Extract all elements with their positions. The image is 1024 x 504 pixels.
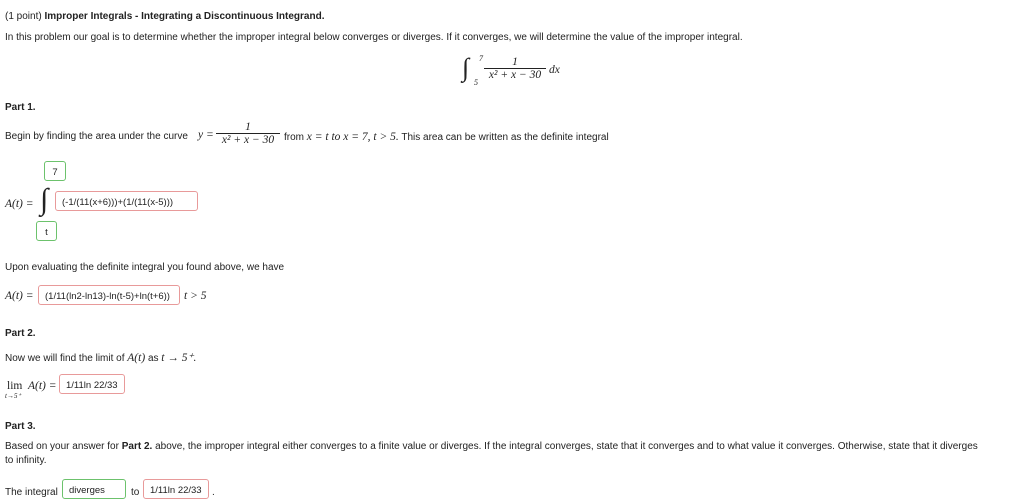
part2-A-of-t: A(t)	[127, 352, 146, 364]
final-value-input[interactable]: 1/11ln 22/33	[143, 479, 209, 499]
final-period: .	[212, 487, 215, 498]
to-word: to	[131, 487, 140, 498]
A-of-t-label: A(t) =	[5, 198, 34, 210]
part3-text-b: above, the improper integral either converges to a finite value or diverges. If the integral converges, state that it converges and to what value it converges. Otherwise, state that it diverges	[155, 441, 978, 452]
evaluating-text: Upon evaluating the definite integral you found above, we have	[5, 262, 285, 273]
problem-title: Improper Integrals - Integrating a Discontinuous Integrand.	[44, 11, 325, 22]
integral-upper-limit: 7	[479, 54, 483, 63]
main-fraction-numerator: 1	[512, 56, 518, 68]
main-fraction	[484, 56, 546, 81]
range-math: x = t to x = 7, t > 5.	[306, 131, 399, 143]
part2-text-start: Now we will find the limit of	[5, 353, 125, 364]
lim-expression: A(t) =	[28, 380, 57, 392]
result-condition: t > 5	[184, 290, 207, 302]
integral-sign: ∫	[40, 183, 49, 216]
converge-diverge-select[interactable]: diverges	[62, 479, 126, 499]
points-label: (1 point)	[5, 11, 42, 22]
integral-lower-limit: 5	[474, 78, 478, 87]
part2-heading: Part 2.	[5, 328, 36, 339]
integral-sign: ∫	[462, 53, 470, 82]
limit-input[interactable]: 1/11ln 22/33	[59, 374, 125, 394]
part2-as-word: as	[147, 353, 159, 364]
part1-heading: Part 1.	[5, 102, 36, 113]
result-input[interactable]: (1/11(ln2-ln13)-ln(t-5)+ln(t+6))	[38, 285, 180, 305]
part3-text	[5, 441, 978, 452]
part3-heading: Part 3.	[5, 421, 36, 432]
from-word: from	[284, 132, 304, 143]
part2-text	[5, 350, 196, 364]
integral-label: The integral	[5, 487, 58, 498]
part1-fraction	[216, 121, 280, 146]
part3-text-bold: Part 2.	[121, 441, 153, 452]
part3-text-a: Based on your answer for	[5, 441, 119, 452]
upper-limit-input[interactable]: 7	[44, 161, 66, 181]
part2-limit-expr: t → 5⁺.	[161, 352, 197, 364]
part1-y-equals: y =	[198, 129, 214, 141]
lim-subscript: t→5⁺	[5, 392, 22, 400]
lim-word: lim	[7, 380, 23, 392]
lower-limit-input[interactable]: t	[36, 221, 57, 241]
main-fraction-denominator: x² + x − 30	[488, 69, 542, 81]
part1-fraction-denominator: x² + x − 30	[221, 134, 275, 146]
integrand-input[interactable]: (-1/(11(x+6)))+(1/(11(x-5)))	[55, 191, 198, 211]
dx-label: dx	[549, 64, 560, 76]
problem-header	[5, 11, 325, 22]
part1-sentence-start: Begin by finding the area under the curve	[5, 131, 188, 142]
part1-fraction-numerator: 1	[245, 121, 251, 133]
part3-text-c: to infinity.	[5, 455, 47, 466]
A-of-t-label-2: A(t) =	[5, 290, 34, 302]
intro-text: In this problem our goal is to determine whether the improper integral below converges or diverges. If it converges, we will determine the value of the improper integral.	[5, 32, 743, 43]
part1-sentence-tail: This area can be written as the definite integral	[401, 132, 609, 143]
part1-sentence-end	[284, 131, 609, 143]
